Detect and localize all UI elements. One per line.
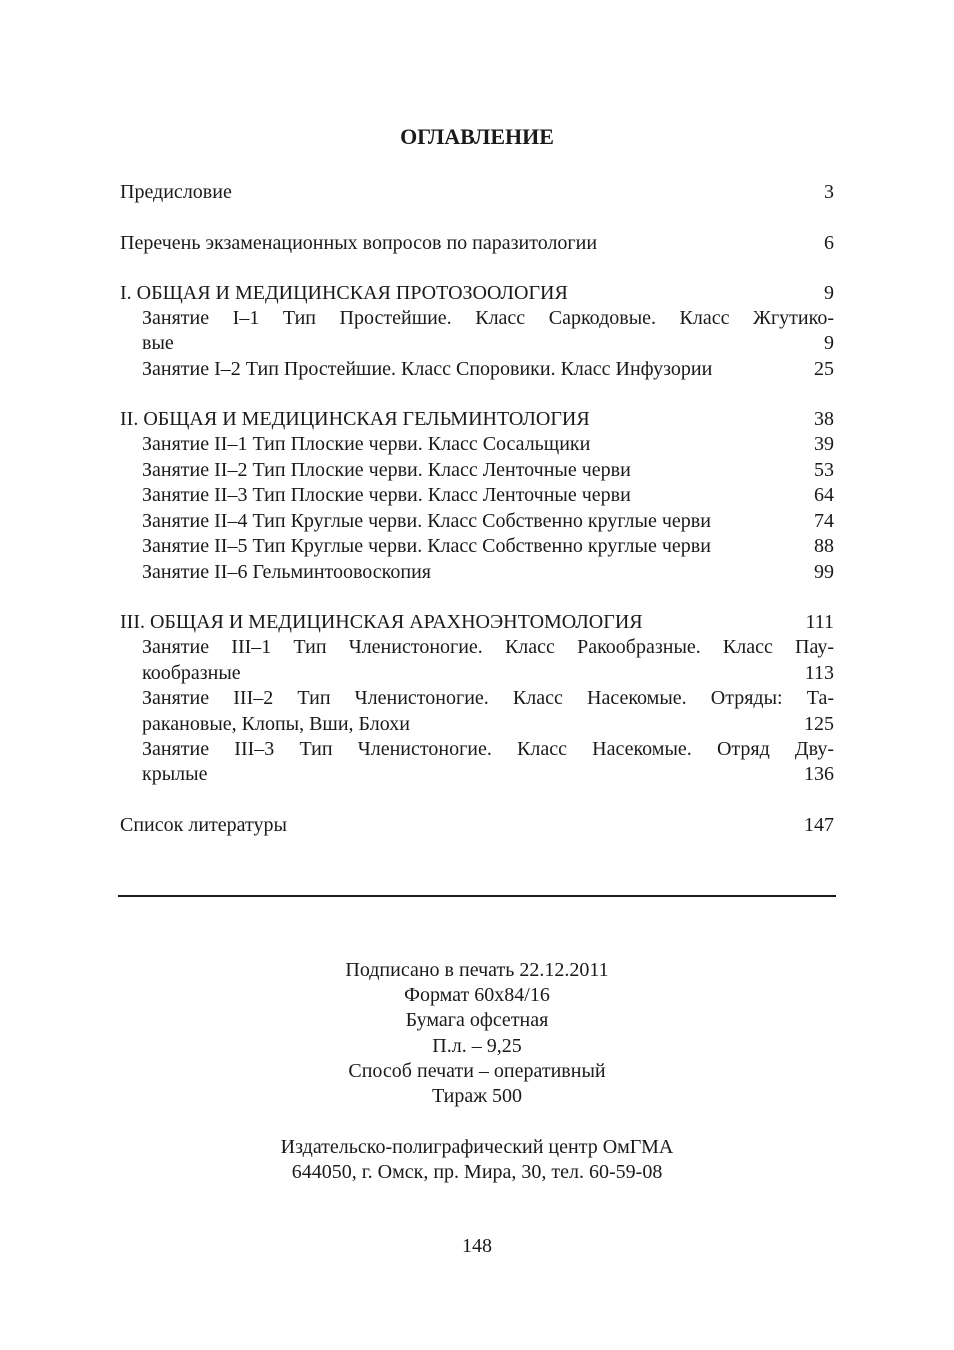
toc-entry-references xyxy=(120,813,834,838)
toc-lesson-text: Занятие III–1 Тип Членистоногие. Класс Ракообразные. Класс Пау- xyxy=(142,636,834,658)
imprint-line: Тираж 500 xyxy=(431,1085,523,1107)
toc-entry-text: Предисловие xyxy=(120,181,232,203)
imprint-line: Подписано в печать 22.12.2011 xyxy=(345,959,609,981)
toc-section-heading xyxy=(120,610,834,635)
toc-entry-preface xyxy=(120,180,834,205)
toc-lesson-page: 74 xyxy=(814,510,834,532)
toc-lesson-page: 113 xyxy=(804,662,834,684)
toc-lesson-text: Занятие I–2 Тип Простейшие. Класс Споровики. Класс Инфузории xyxy=(142,358,713,380)
imprint-line: Способ печати – оперативный xyxy=(348,1060,606,1082)
toc-lesson-entry xyxy=(142,306,834,331)
toc-lesson-entry xyxy=(142,357,834,382)
imprint-line: Бумага офсетная xyxy=(405,1009,549,1031)
toc-lesson-page: 39 xyxy=(814,433,834,455)
toc-lesson-entry xyxy=(142,483,834,508)
publisher-line: 644050, г. Омск, пр. Мира, 30, тел. 60-59-08 xyxy=(291,1161,663,1183)
toc-lesson-page: 136 xyxy=(804,763,834,785)
toc-lesson-text: Занятие II–1 Тип Плоские черви. Класс Сосальщики xyxy=(142,433,591,455)
toc-lesson-text: Занятие II–6 Гельминтоовоскопия xyxy=(142,561,431,583)
toc-lesson-continuation xyxy=(142,762,834,787)
toc-lesson-entry xyxy=(142,534,834,559)
toc-section-page: 111 xyxy=(805,611,834,633)
toc-lesson-entry xyxy=(142,432,834,457)
toc-lesson-continuation xyxy=(142,712,834,737)
publisher-line: Издательско-полиграфический центр ОмГМА xyxy=(280,1136,674,1158)
toc-section-text: I. ОБЩАЯ И МЕДИЦИНСКАЯ ПРОТОЗООЛОГИЯ xyxy=(120,282,568,304)
toc-lesson-text: Занятие III–3 Тип Членистоногие. Класс Насекомые. Отряд Дву- xyxy=(142,738,834,760)
toc-lesson-entry xyxy=(142,458,834,483)
toc-section-heading xyxy=(120,281,834,306)
toc-lesson-text: вые xyxy=(142,332,174,354)
toc-lesson-page: 99 xyxy=(814,561,834,583)
page-title: ОГЛАВЛЕНИЕ xyxy=(400,124,554,149)
toc-section-page: 9 xyxy=(824,282,834,304)
toc-lesson-text: Занятие III–2 Тип Членистоногие. Класс Насекомые. Отряды: Та- xyxy=(142,687,834,709)
toc-lesson-text: Занятие II–5 Тип Круглые черви. Класс Собственно круглые черви xyxy=(142,535,711,557)
toc-lesson-entry xyxy=(142,737,834,762)
imprint-line: П.л. – 9,25 xyxy=(432,1035,522,1057)
toc-lesson-page: 125 xyxy=(804,713,834,735)
divider-rule xyxy=(118,895,836,897)
toc-lesson-continuation xyxy=(142,661,834,686)
toc-lesson-page: 64 xyxy=(814,484,834,506)
toc-lesson-entry xyxy=(142,635,834,660)
toc-entry-page: 3 xyxy=(824,181,834,203)
toc-entry-page: 147 xyxy=(804,814,834,836)
toc-lesson-text: крылые xyxy=(142,763,208,785)
toc-lesson-entry xyxy=(142,509,834,534)
toc-entry-text: Перечень экзаменационных вопросов по паразитологии xyxy=(120,232,598,254)
toc-lesson-page: 9 xyxy=(824,332,834,354)
toc-lesson-page: 53 xyxy=(814,459,834,481)
toc-lesson-entry xyxy=(142,560,834,585)
toc-section-text: II. ОБЩАЯ И МЕДИЦИНСКАЯ ГЕЛЬМИНТОЛОГИЯ xyxy=(120,408,590,430)
toc-lesson-text: Занятие I–1 Тип Простейшие. Класс Саркодовые. Класс Жгутико- xyxy=(142,307,834,329)
imprint-line: Формат 60x84/16 xyxy=(404,984,550,1006)
toc-lesson-continuation xyxy=(142,331,834,356)
toc-section-text: III. ОБЩАЯ И МЕДИЦИНСКАЯ АРАХНОЭНТОМОЛОГИЯ xyxy=(120,611,643,633)
toc-lesson-page: 25 xyxy=(814,358,834,380)
toc-lesson-entry xyxy=(142,686,834,711)
toc-entry-page: 6 xyxy=(824,232,834,254)
toc-entry-questions xyxy=(120,231,834,256)
toc-lesson-page: 88 xyxy=(814,535,834,557)
page-number: 148 xyxy=(462,1235,492,1257)
toc-section-page: 38 xyxy=(814,408,834,430)
toc-entry-text: Список литературы xyxy=(120,814,287,836)
toc-lesson-text: кообразные xyxy=(142,662,241,684)
toc-lesson-text: ракановые, Клопы, Вши, Блохи xyxy=(142,713,410,735)
toc-lesson-text: Занятие II–4 Тип Круглые черви. Класс Собственно круглые черви xyxy=(142,510,711,532)
toc-lesson-text: Занятие II–2 Тип Плоские черви. Класс Ленточные черви xyxy=(142,459,631,481)
toc-section-heading xyxy=(120,407,834,432)
toc-lesson-text: Занятие II–3 Тип Плоские черви. Класс Ленточные черви xyxy=(142,484,631,506)
